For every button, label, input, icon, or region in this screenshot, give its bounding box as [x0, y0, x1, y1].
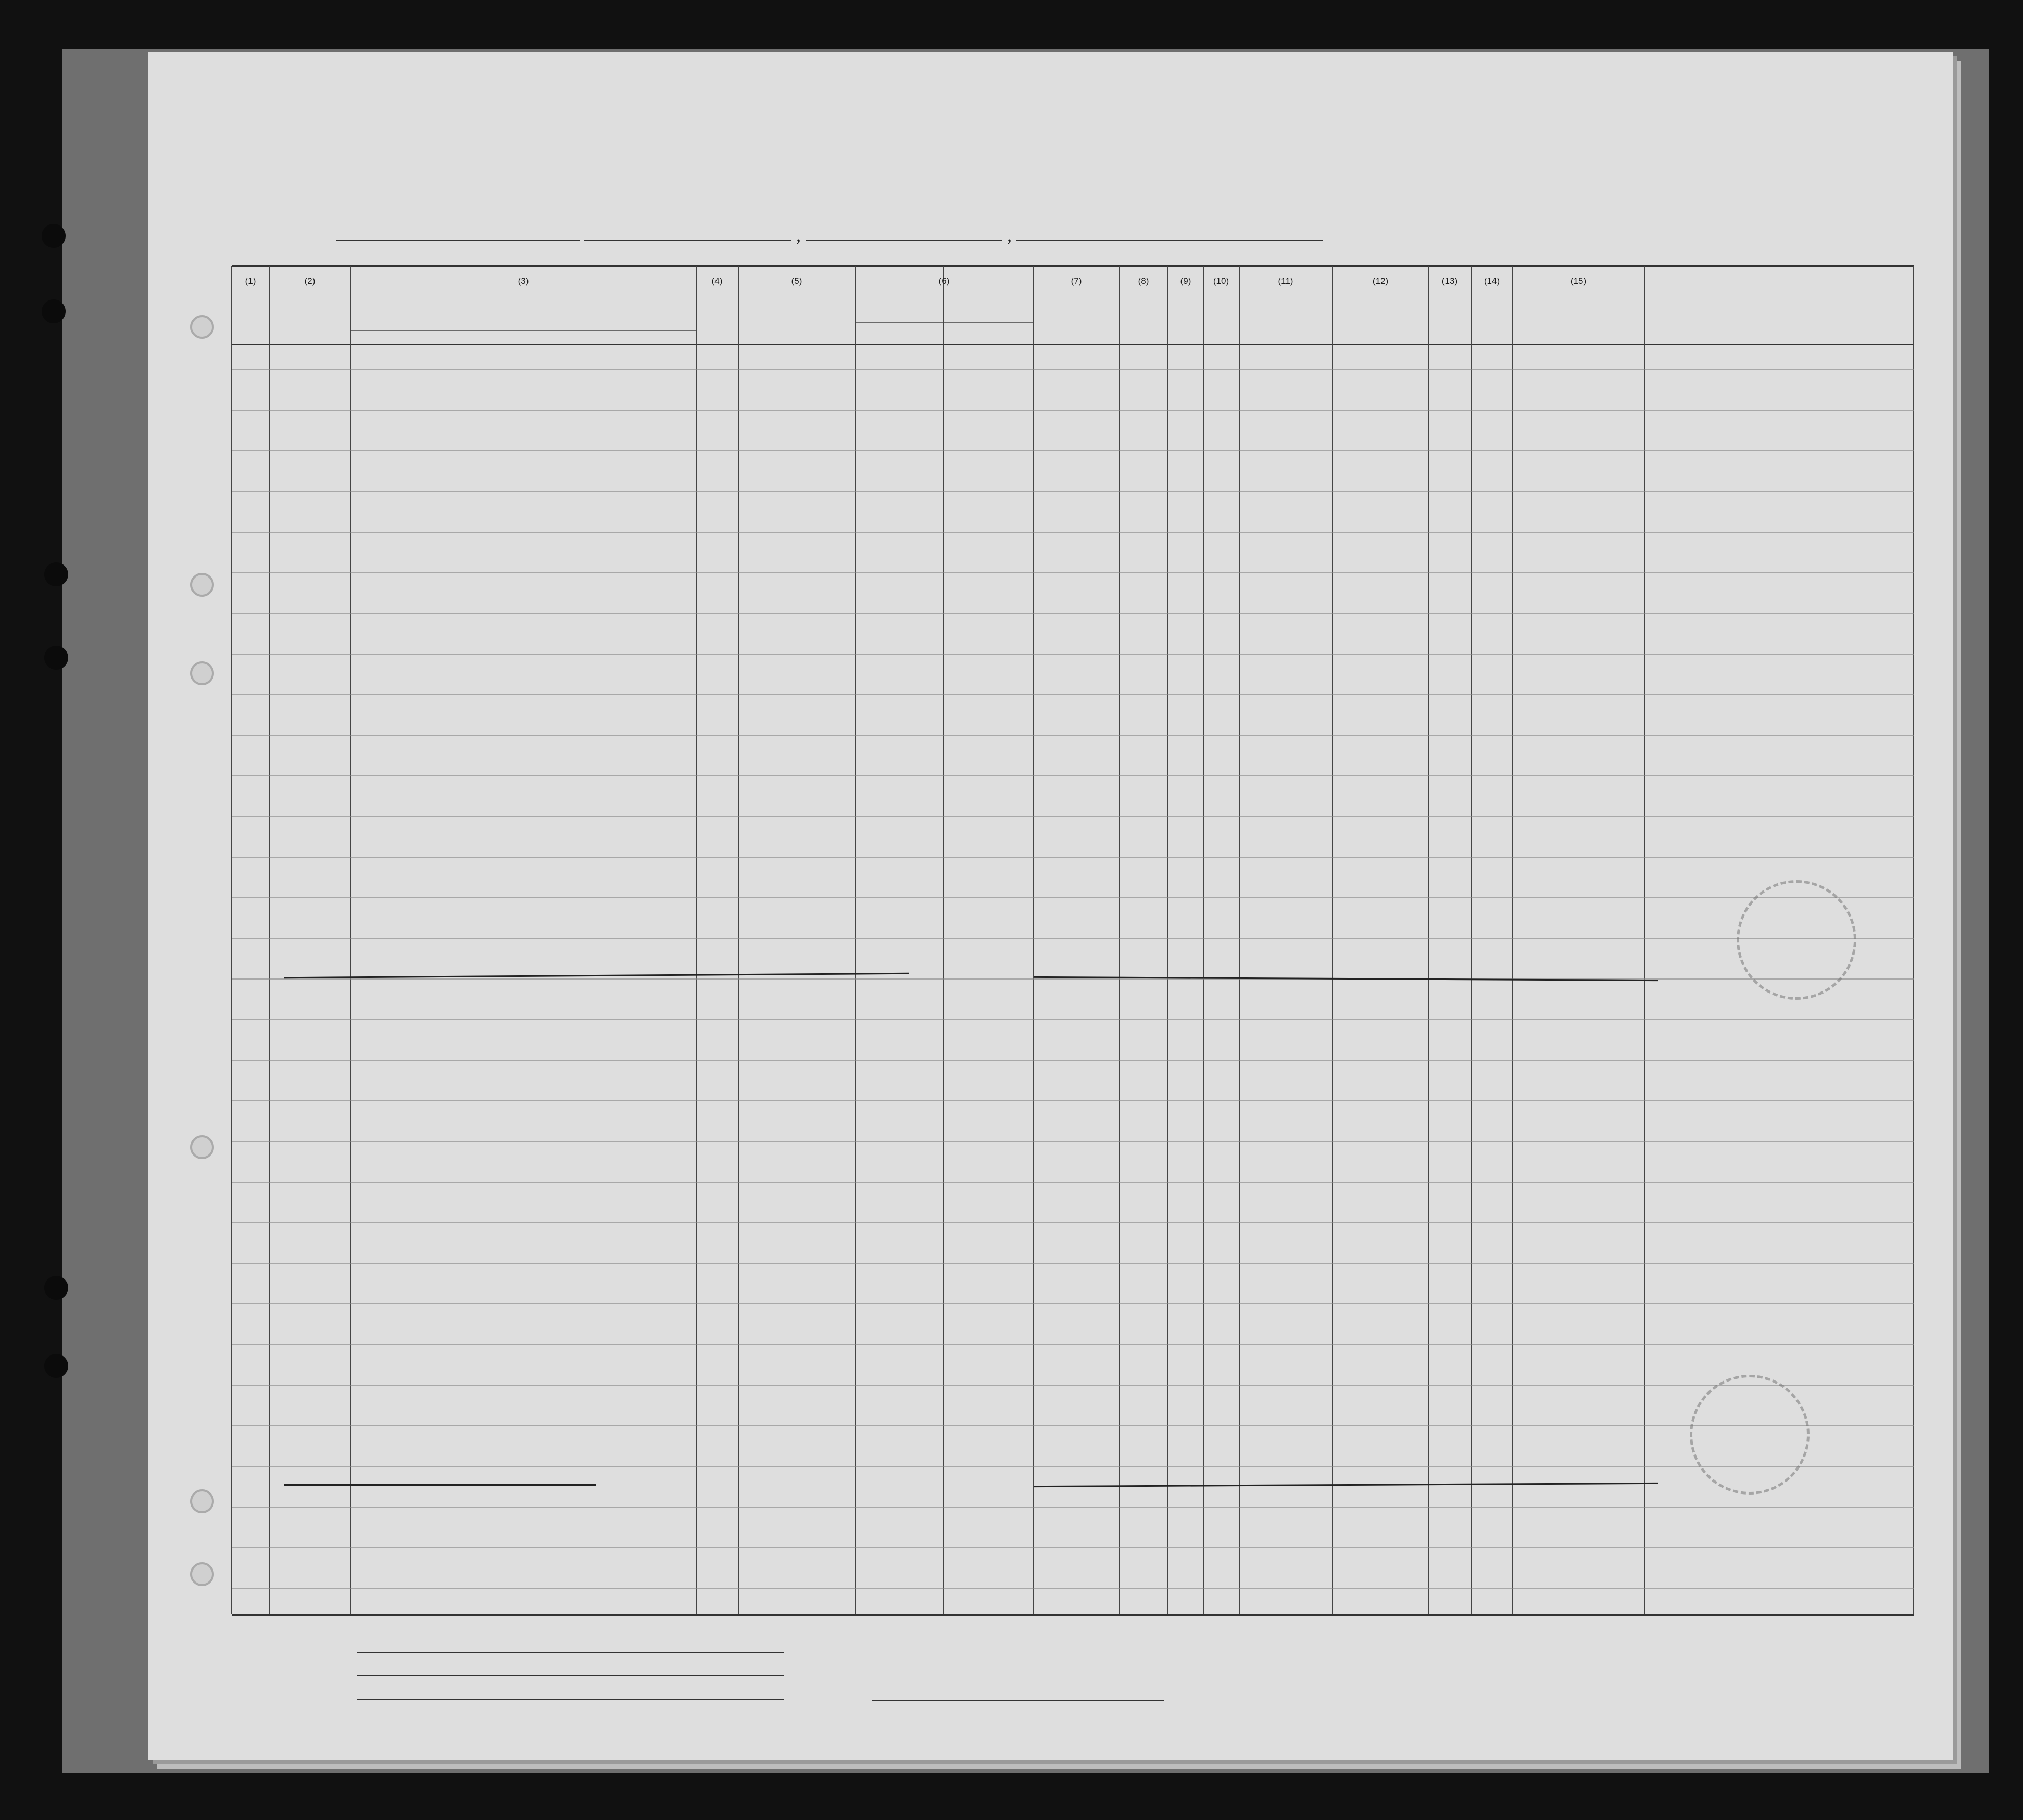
column-number: (6): [938, 276, 950, 286]
manifest-sheet: [148, 52, 1953, 1760]
column-number: (14): [1484, 276, 1500, 286]
inspection-stamp: [1737, 880, 1856, 1000]
line-underline: [357, 1652, 784, 1653]
punch-hole: [42, 224, 66, 248]
column-number: (3): [518, 276, 529, 286]
column-number: (4): [711, 276, 723, 286]
punch-hole: [44, 562, 68, 586]
column-number: (11): [1278, 276, 1293, 286]
vessel-line: , ,: [336, 224, 1323, 246]
column-number: (10): [1213, 276, 1229, 286]
punch-hole: [44, 646, 68, 670]
table-grid: [148, 52, 1953, 1760]
column-number: (13): [1441, 276, 1458, 286]
column-number: (7): [1071, 276, 1082, 286]
column-number: (8): [1138, 276, 1149, 286]
punch-hole: [44, 1354, 68, 1378]
column-number: (12): [1372, 276, 1389, 286]
signature-line: [872, 1700, 1164, 1701]
column-number: (1): [245, 276, 256, 286]
column-number: (5): [791, 276, 802, 286]
inspection-stamp: [1690, 1375, 1810, 1495]
column-number: (15): [1570, 276, 1587, 286]
column-number: (9): [1180, 276, 1191, 286]
local-agents-underline: [357, 1699, 784, 1700]
punch-hole: [42, 299, 66, 323]
column-number: (2): [304, 276, 316, 286]
strike-line-row-28: [284, 1484, 596, 1486]
punch-hole: [44, 1276, 68, 1300]
owners-underline: [357, 1675, 784, 1676]
